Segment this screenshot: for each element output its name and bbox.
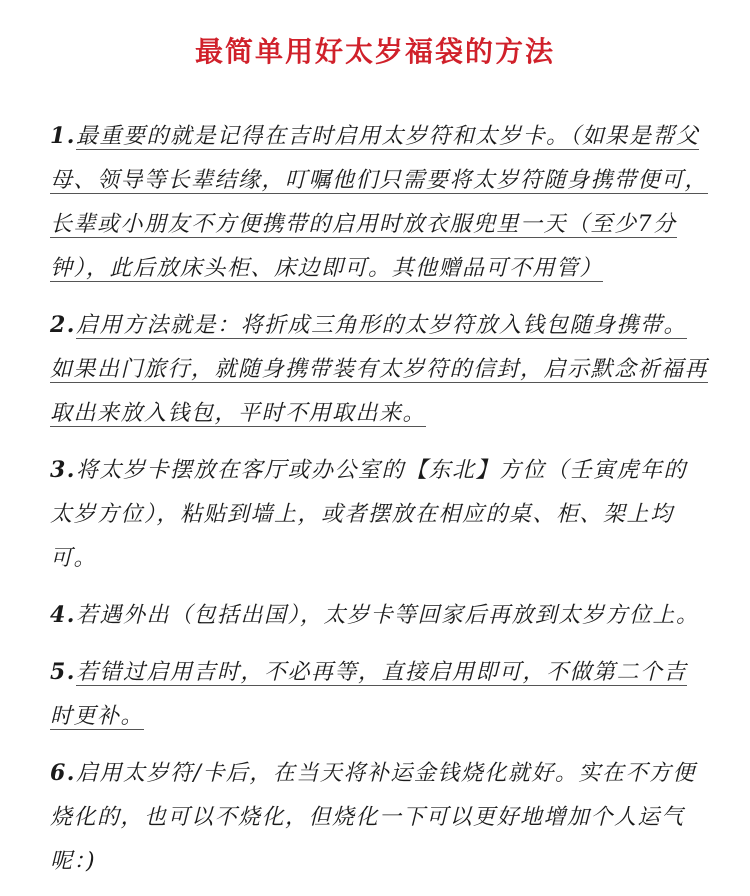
item-text: 启用太岁符/卡后，在当天将补运金钱烧化就好。实在不方便烧化的，也可以不烧化，但烧化一下可以更好地增加个人运气呢：)	[50, 761, 696, 874]
instruction-list	[50, 114, 710, 896]
list-item-6	[50, 751, 710, 884]
item-text: 若遇外出（包括出国），太岁卡等回家后再放到太岁方位上。	[75, 603, 700, 628]
item-text: 将太岁卡摆放在客厅或办公室的【东北】方位（壬寅虎年的太岁方位），粘贴到墙上，或者摆放在相应的桌、柜、架上均可。	[50, 458, 687, 571]
item-number: 2.	[50, 312, 76, 338]
item-text: 若错过启用吉时，不必再等，直接启用即可，不做第二个吉时更补。	[50, 660, 687, 729]
list-item-4	[50, 593, 710, 638]
item-number: 4.	[50, 602, 76, 628]
page-title: 最简单用好太岁福袋的方法	[194, 35, 555, 68]
item-number: 1.	[50, 123, 76, 149]
item-number: 3.	[50, 457, 76, 483]
item-number: 5.	[50, 659, 76, 685]
item-text: 启用方法就是：将折成三角形的太岁符放入钱包随身携带。如果出门旅行，就随身携带装有太岁符的信封，启示默念祈福再取出来放入钱包，平时不用取出来。	[50, 313, 709, 426]
list-item-1	[50, 114, 710, 291]
list-item-3	[50, 448, 710, 581]
list-item-2	[50, 303, 710, 436]
item-text: 最重要的就是记得在吉时启用太岁符和太岁卡。（如果是帮父母、领导等长辈结缘，叮嘱他们只需要将太岁符随身携带便可，长辈或小朋友不方便携带的启用时放衣服兜里一天（至少7分钟），此后放床头柜、床边即可。其他赠品可不用管）	[50, 124, 709, 281]
item-number: 6.	[50, 760, 76, 786]
list-item-5	[50, 650, 710, 739]
